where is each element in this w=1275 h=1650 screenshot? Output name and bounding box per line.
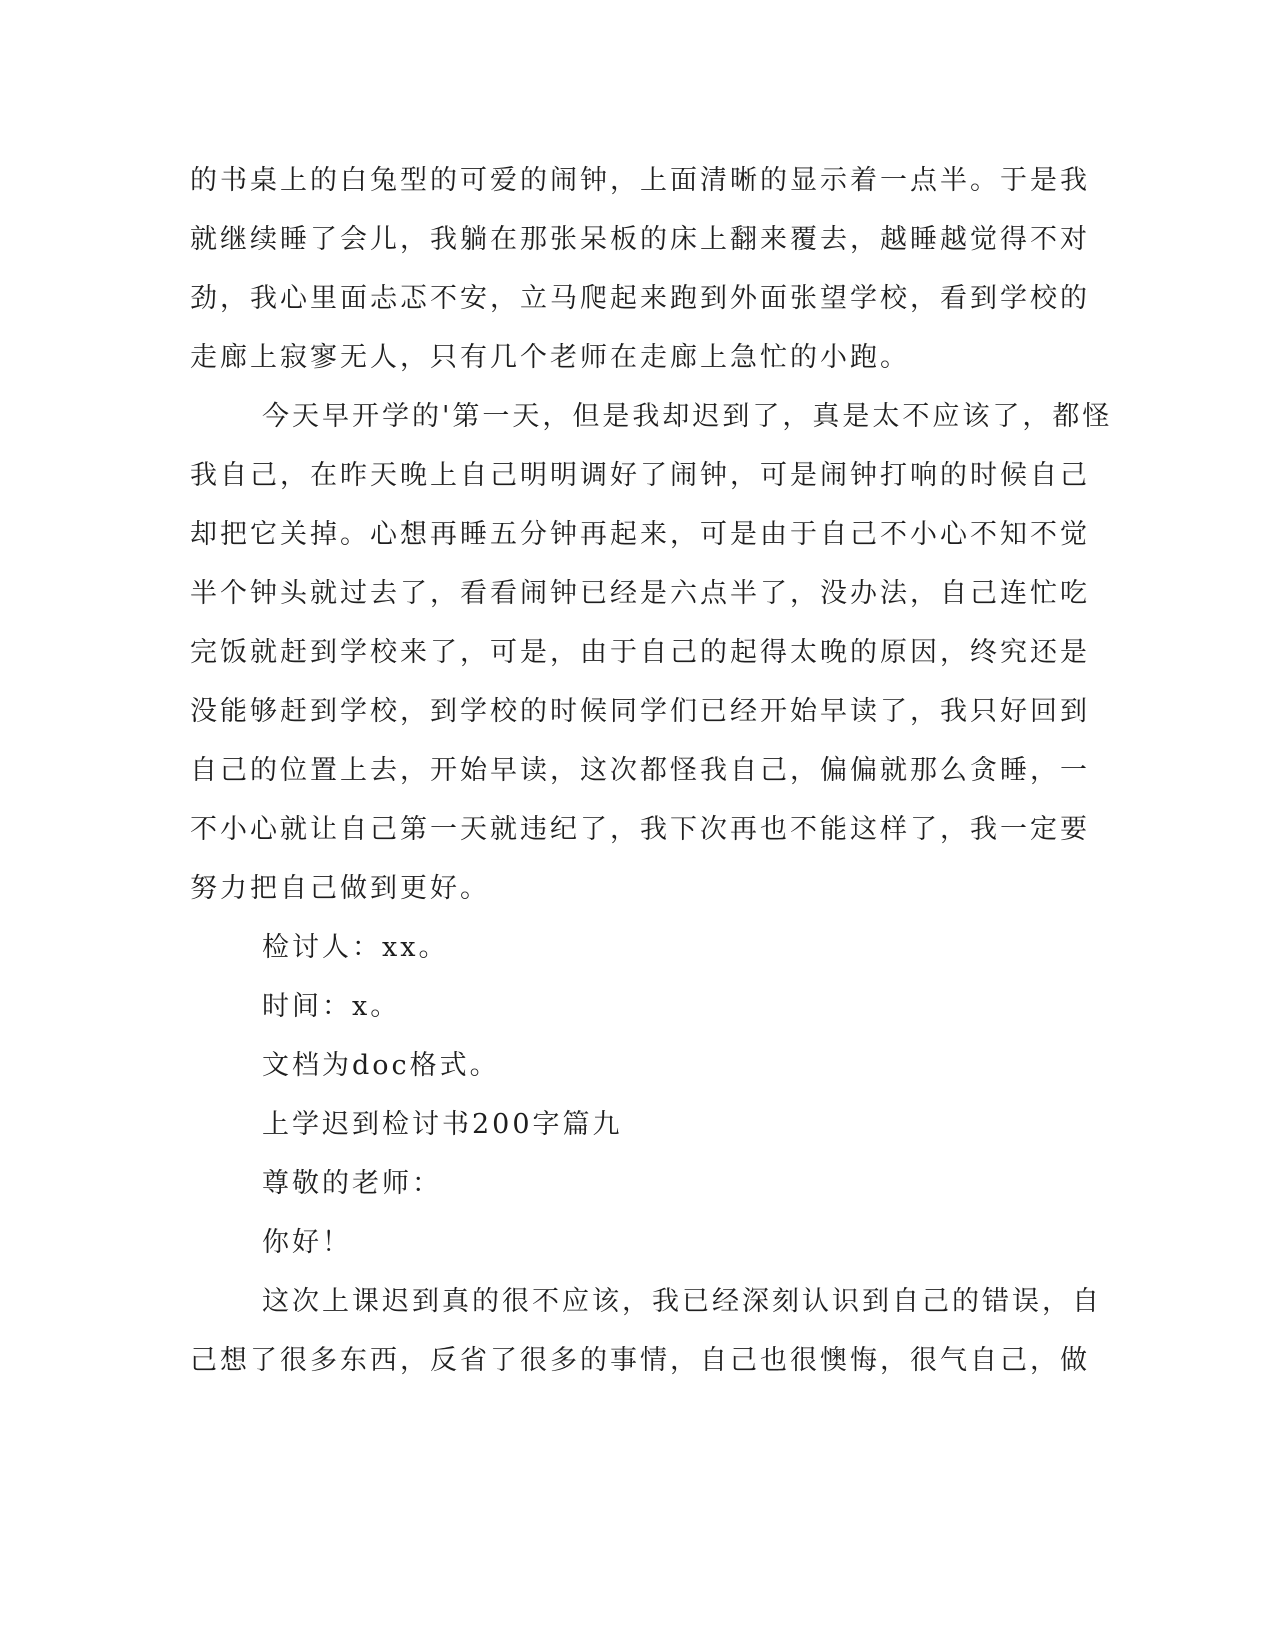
body-text-line: 不小心就让自己第一天就违纪了，我下次再也不能这样了，我一定要 bbox=[190, 814, 1090, 845]
body-text-line: 的书桌上的白兔型的可爱的闹钟，上面清晰的显示着一点半。于是我 bbox=[190, 165, 1090, 196]
body-text-line: 半个钟头就过去了，看看闹钟已经是六点半了，没办法，自己连忙吃 bbox=[190, 578, 1090, 609]
body-text-line: 完饭就赶到学校来了，可是，由于自己的起得太晚的原因，终究还是 bbox=[190, 637, 1090, 668]
format-note: 文档为doc格式。 bbox=[262, 1050, 500, 1081]
body-text-line: 却把它关掉。心想再睡五分钟再起来，可是由于自己不小心不知不觉 bbox=[190, 519, 1090, 550]
body-text-line: 我自己，在昨天晚上自己明明调好了闹钟，可是闹钟打响的时候自己 bbox=[190, 460, 1090, 491]
body-text-line: 自己的位置上去，开始早读，这次都怪我自己，偏偏就那么贪睡，一 bbox=[190, 755, 1090, 786]
salutation: 尊敬的老师： bbox=[262, 1168, 442, 1199]
body-text-line: 己想了很多东西，反省了很多的事情，自己也很懊悔，很气自己，做 bbox=[190, 1345, 1090, 1376]
body-text-line: 走廊上寂寥无人，只有几个老师在走廊上急忙的小跑。 bbox=[190, 342, 910, 373]
body-text-line: 今天早开学的'第一天，但是我却迟到了，真是太不应该了，都怪 bbox=[262, 401, 1113, 432]
signer-line: 检讨人：xx。 bbox=[262, 932, 449, 963]
body-text-line: 这次上课迟到真的很不应该，我已经深刻认识到自己的错误，自 bbox=[262, 1286, 1102, 1317]
body-text-line: 劲，我心里面忐忑不安，立马爬起来跑到外面张望学校，看到学校的 bbox=[190, 283, 1090, 314]
body-text-line: 没能够赶到学校，到学校的时候同学们已经开始早读了，我只好回到 bbox=[190, 696, 1090, 727]
body-text-line: 就继续睡了会儿，我躺在那张呆板的床上翻来覆去，越睡越觉得不对 bbox=[190, 224, 1090, 255]
greeting: 你好！ bbox=[262, 1227, 352, 1258]
time-line: 时间：x。 bbox=[262, 991, 401, 1022]
body-text-line: 努力把自己做到更好。 bbox=[190, 873, 490, 904]
section-title: 上学迟到检讨书200字篇九 bbox=[262, 1109, 623, 1140]
